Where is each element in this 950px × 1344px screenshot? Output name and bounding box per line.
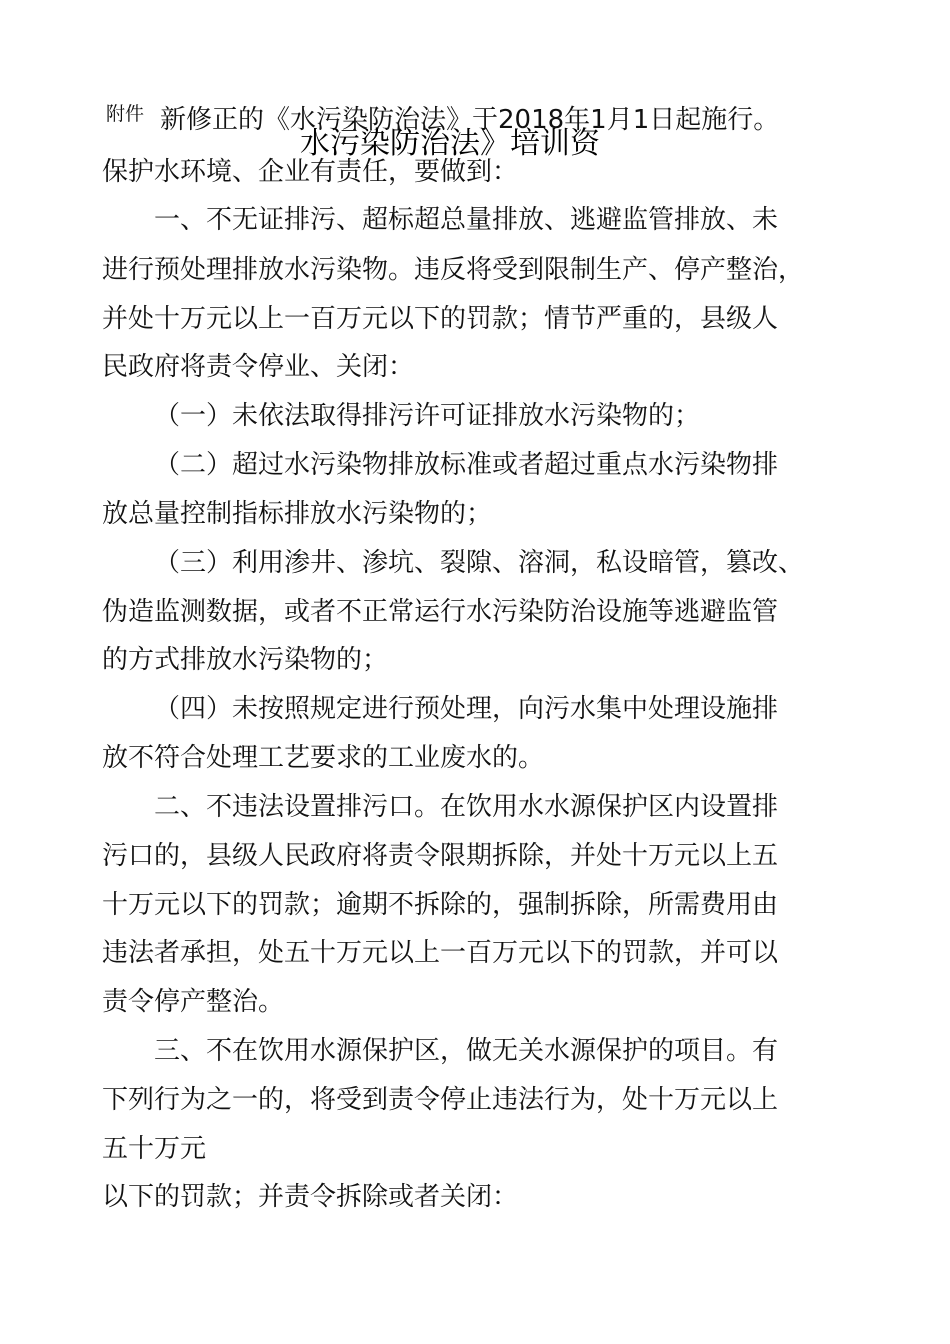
paragraph-line: 保护水环境、企业有责任，要做到： [102, 157, 519, 187]
paragraph-line: （二）超过水污染物排放标准或者超过重点水污染物排 [154, 450, 779, 480]
paragraph-line: 并处十万元以上一百万元以下的罚款；情节严重的，县级人 [102, 304, 779, 334]
paragraph-line: 三、不在饮用水源保护区，做无关水源保护的项目。有 [154, 1036, 779, 1066]
paragraph-line: （四）未按照规定进行预处理，向污水集中处理设施排 [154, 694, 779, 724]
paragraph-line: 下列行为之一的，将受到责令停止违法行为，处十万元以上 [102, 1085, 779, 1115]
paragraph-line: 的方式排放水污染物的； [102, 645, 389, 675]
attachment-label: 附件 [106, 103, 145, 125]
paragraph-line: 民政府将责令停业、关闭： [102, 352, 415, 382]
paragraph-line: （三）利用渗井、渗坑、裂隙、溶洞，私设暗管，篡改、 [154, 548, 805, 578]
paragraph-line: 二、不违法设置排污口。在饮用水水源保护区内设置排 [154, 792, 779, 822]
paragraph-line: 新修正的《水污染防治法》于2018年1月1日起施行。 [160, 105, 780, 135]
paragraph-line: 进行预处理排放水污染物。违反将受到限制生产、停产整治， [102, 255, 805, 285]
paragraph-line: 放不符合处理工艺要求的工业废水的。 [102, 743, 545, 773]
paragraph-line: 五十万元 [102, 1134, 207, 1164]
paragraph-line: 一、不无证排污、超标超总量排放、逃避监管排放、未 [154, 205, 779, 235]
paragraph-line: 伪造监测数据，或者不正常运行水污染防治设施等逃避监管 [102, 597, 779, 627]
paragraph-line: 污口的，县级人民政府将责令限期拆除，并处十万元以上五 [102, 841, 779, 871]
paragraph-line: 违法者承担，处五十万元以上一百万元以下的罚款，并可以 [102, 938, 779, 968]
paragraph-line: 十万元以下的罚款；逾期不拆除的，强制拆除，所需费用由 [102, 890, 779, 920]
paragraph-line: 责令停产整治。 [102, 987, 285, 1017]
paragraph-line: 放总量控制指标排放水污染物的； [102, 499, 493, 529]
paragraph-line: （一）未依法取得排污许可证排放水污染物的； [154, 401, 701, 431]
paragraph-line: 以下的罚款；并责令拆除或者关闭： [102, 1182, 519, 1212]
document-title: 水污染防治法》培训资 [300, 126, 600, 161]
